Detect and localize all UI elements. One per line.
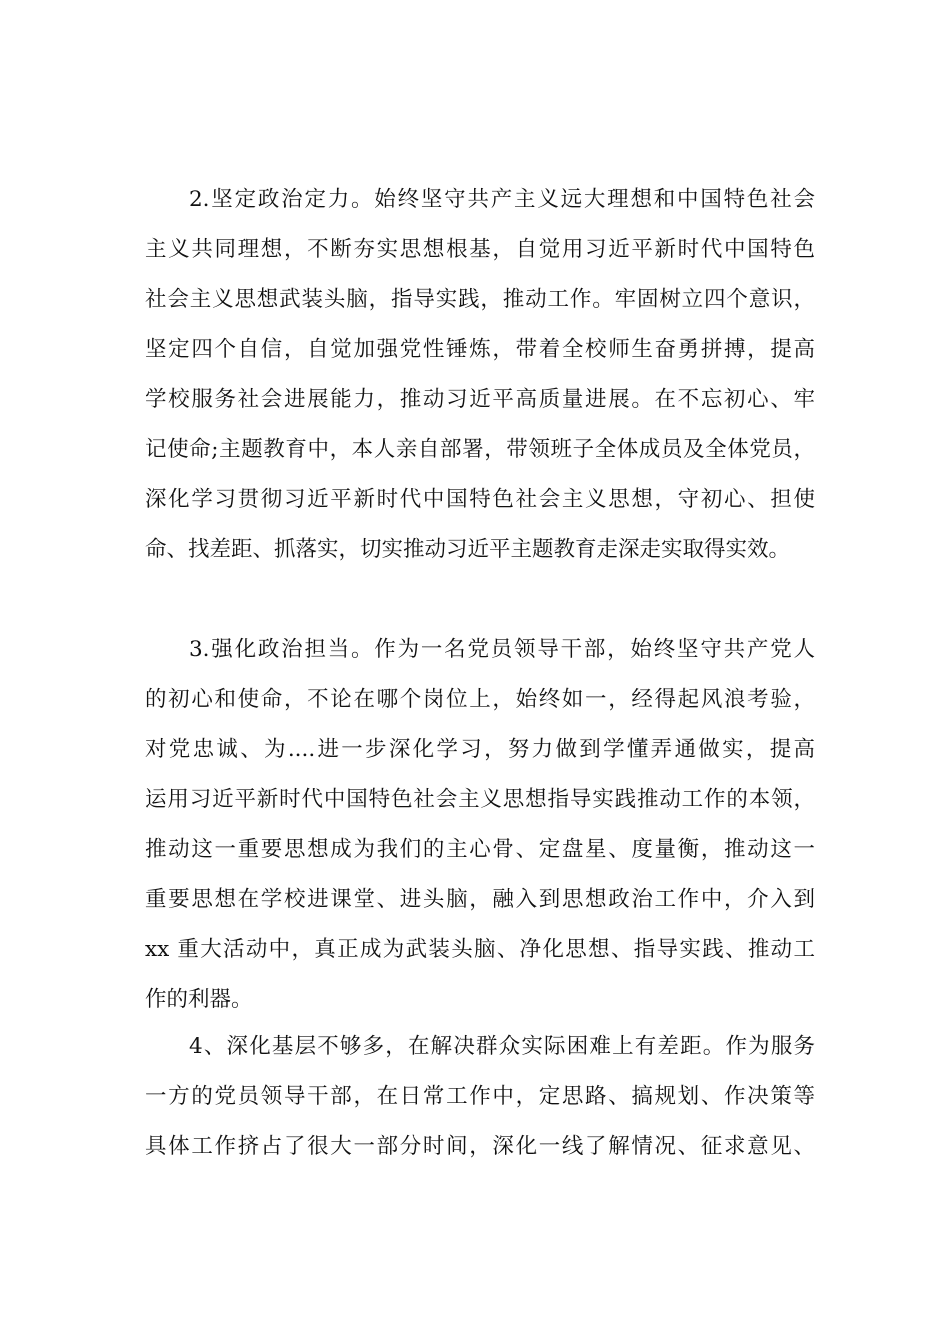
text-line: 具体工作挤占了很大一部分时间，深化一线了解情况、征求意见、 xyxy=(145,1134,815,1159)
text-line: 社会主义思想武装头脑，指导实践，推动工作。牢固树立四个意识， xyxy=(145,287,815,312)
text-line: 运用习近平新时代中国特色社会主义思想指导实践推动工作的本领， xyxy=(145,787,815,812)
text-line: 2.坚定政治定力。始终坚守共产主义远大理想和中国特色社会 xyxy=(189,187,815,212)
paragraph-political-resolve xyxy=(145,175,815,575)
text-line: 作的利器。 xyxy=(145,987,253,1012)
text-line: 主义共同理想，不断夯实思想根基，自觉用习近平新时代中国特色 xyxy=(145,237,815,262)
text-line: 重要思想在学校进课堂、进头脑，融入到思想政治工作中，介入到 xyxy=(145,887,815,912)
text-line: 坚定四个自信，自觉加强党性锤炼，带着全校师生奋勇拼搏，提高 xyxy=(145,337,815,362)
text-line: 一方的党员领导干部，在日常工作中，定思路、搞规划、作决策等 xyxy=(145,1084,815,1109)
text-line: 对党忠诚、为....进一步深化学习，努力做到学懂弄通做实，提高 xyxy=(145,737,815,762)
text-line: 的初心和使命，不论在哪个岗位上，始终如一，经得起风浪考验， xyxy=(145,687,815,712)
text-line: 记使命;主题教育中，本人亲自部署，带领班子全体成员及全体党员， xyxy=(145,437,815,462)
text-line: 命、找差距、抓落实，切实推动习近平主题教育走深走实取得实效。 xyxy=(145,537,791,562)
text-line: 学校服务社会进展能力，推动习近平高质量进展。在不忘初心、牢 xyxy=(145,387,815,412)
text-line: 4、深化基层不够多，在解决群众实际困难上有差距。作为服务 xyxy=(189,1034,815,1059)
text-line: xx 重大活动中，真正成为武装头脑、净化思想、指导实践、推动工 xyxy=(145,937,815,962)
paragraph-grassroots xyxy=(145,1022,815,1172)
text-line: 深化学习贯彻习近平新时代中国特色社会主义思想，守初心、担使 xyxy=(145,487,815,512)
text-line: 推动这一重要思想成为我们的主心骨、定盘星、度量衡，推动这一 xyxy=(145,837,815,862)
text-line: 3.强化政治担当。作为一名党员领导干部，始终坚守共产党人 xyxy=(189,637,815,662)
paragraph-political-responsibility xyxy=(145,625,815,1025)
